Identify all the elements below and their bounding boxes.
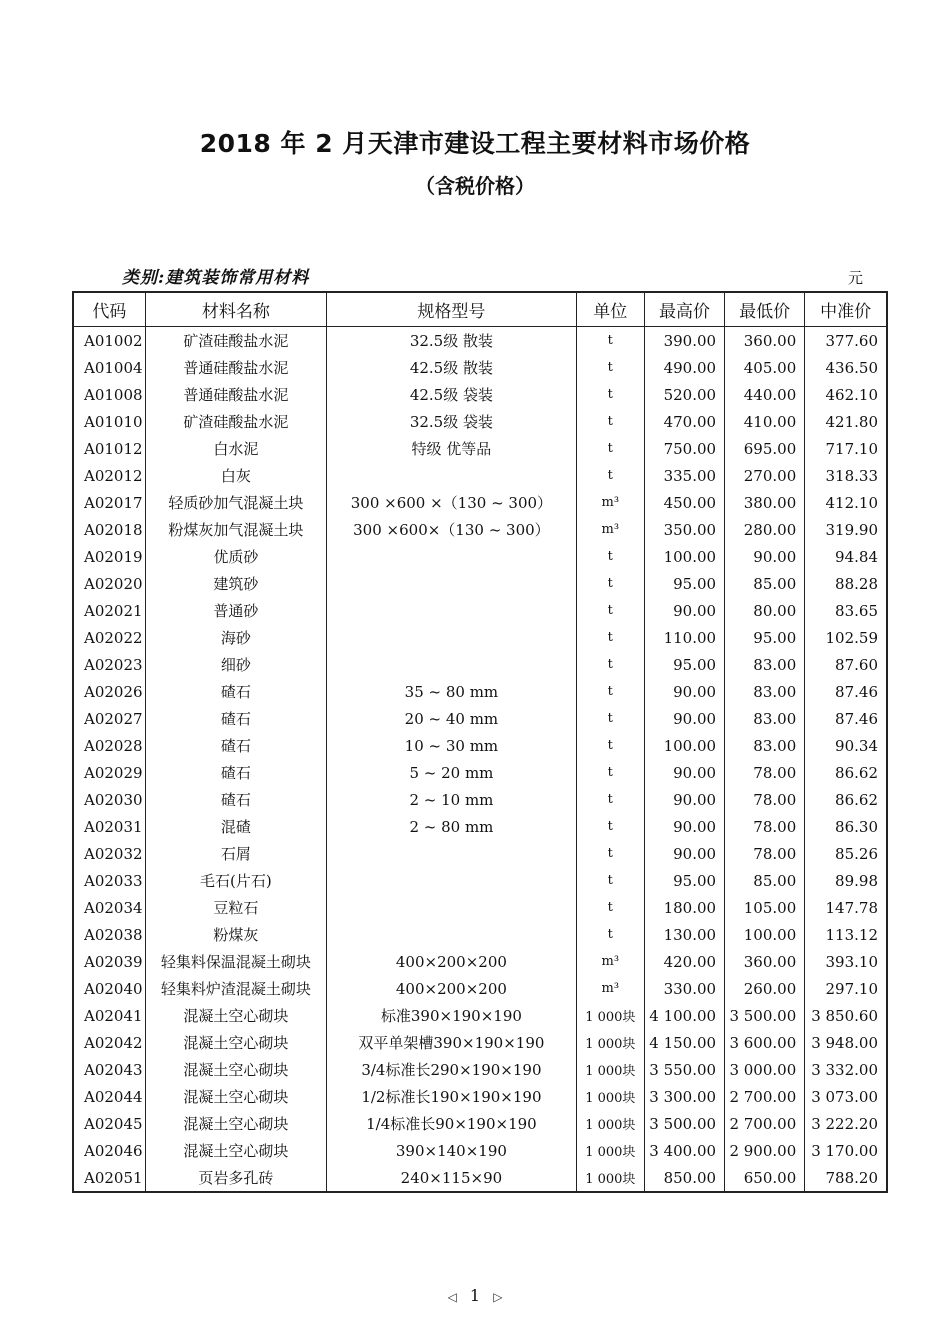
table-row (73, 786, 887, 813)
cell-mid-price: 90.34 (805, 732, 887, 759)
next-page-icon: ▷ (493, 1290, 503, 1304)
table-row (73, 1029, 887, 1056)
cell-mid-price: 87.46 (805, 678, 887, 705)
cell-name: 混凝土空心砌块 (145, 1083, 326, 1110)
cell-min-price: 410.00 (725, 408, 805, 435)
cell-max-price: 110.00 (644, 624, 724, 651)
cell-max-price: 100.00 (644, 732, 724, 759)
table-row (73, 543, 887, 570)
cell-mid-price: 297.10 (805, 975, 887, 1002)
table-row (73, 624, 887, 651)
price-table (72, 291, 888, 1193)
cell-max-price: 100.00 (644, 543, 724, 570)
cell-unit: t (576, 327, 644, 355)
cell-max-price: 90.00 (644, 678, 724, 705)
cell-mid-price: 3 850.60 (805, 1002, 887, 1029)
table-row (73, 678, 887, 705)
cell-name: 石屑 (145, 840, 326, 867)
cell-code: A02022 (73, 624, 145, 651)
cell-unit: t (576, 786, 644, 813)
cell-unit: t (576, 543, 644, 570)
cell-min-price: 80.00 (725, 597, 805, 624)
cell-min-price: 2 900.00 (725, 1137, 805, 1164)
cell-mid-price: 3 332.00 (805, 1056, 887, 1083)
cell-spec (327, 543, 577, 570)
cell-min-price: 695.00 (725, 435, 805, 462)
cell-name: 混凝土空心砌块 (145, 1137, 326, 1164)
cell-mid-price: 3 073.00 (805, 1083, 887, 1110)
cell-code: A02043 (73, 1056, 145, 1083)
cell-min-price: 3 600.00 (725, 1029, 805, 1056)
cell-mid-price: 147.78 (805, 894, 887, 921)
cell-spec: 400×200×200 (327, 948, 577, 975)
cell-spec: 300 ×600 ×（130 ~ 300） (327, 489, 577, 516)
cell-min-price: 2 700.00 (725, 1110, 805, 1137)
cell-name: 矿渣硅酸盐水泥 (145, 408, 326, 435)
cell-mid-price: 85.26 (805, 840, 887, 867)
cell-unit: t (576, 624, 644, 651)
cell-name: 豆粒石 (145, 894, 326, 921)
cell-max-price: 450.00 (644, 489, 724, 516)
cell-name: 海砂 (145, 624, 326, 651)
cell-min-price: 83.00 (725, 732, 805, 759)
cell-unit: t (576, 651, 644, 678)
cell-max-price: 330.00 (644, 975, 724, 1002)
cell-unit: m³ (576, 975, 644, 1002)
cell-name: 普通砂 (145, 597, 326, 624)
cell-max-price: 350.00 (644, 516, 724, 543)
cell-unit: m³ (576, 489, 644, 516)
table-row (73, 813, 887, 840)
cell-max-price: 180.00 (644, 894, 724, 921)
table-row (73, 597, 887, 624)
table-header-row (73, 292, 887, 327)
cell-code: A02051 (73, 1164, 145, 1192)
table-row (73, 1110, 887, 1137)
cell-spec (327, 651, 577, 678)
cell-min-price: 83.00 (725, 705, 805, 732)
cell-min-price: 650.00 (725, 1164, 805, 1192)
cell-unit: m³ (576, 516, 644, 543)
cell-unit: t (576, 462, 644, 489)
cell-min-price: 100.00 (725, 921, 805, 948)
cell-max-price: 4 150.00 (644, 1029, 724, 1056)
table-row (73, 840, 887, 867)
table-row (73, 732, 887, 759)
table-row (73, 705, 887, 732)
cell-code: A02021 (73, 597, 145, 624)
cell-spec: 32.5级 袋装 (327, 408, 577, 435)
table-row (73, 651, 887, 678)
cell-code: A02042 (73, 1029, 145, 1056)
table-row (73, 489, 887, 516)
cell-mid-price: 89.98 (805, 867, 887, 894)
cell-mid-price: 86.62 (805, 786, 887, 813)
cell-name: 混凝土空心砌块 (145, 1110, 326, 1137)
table-row (73, 921, 887, 948)
cell-code: A01010 (73, 408, 145, 435)
cell-min-price: 405.00 (725, 354, 805, 381)
cell-unit: t (576, 732, 644, 759)
table-row (73, 759, 887, 786)
col-header-max-price: 最高价 (644, 292, 724, 327)
cell-min-price: 78.00 (725, 813, 805, 840)
cell-unit: t (576, 570, 644, 597)
cell-max-price: 130.00 (644, 921, 724, 948)
col-header-code: 代码 (73, 292, 145, 327)
cell-mid-price: 717.10 (805, 435, 887, 462)
cell-spec: 42.5级 袋装 (327, 381, 577, 408)
table-row (73, 948, 887, 975)
cell-name: 细砂 (145, 651, 326, 678)
cell-code: A01012 (73, 435, 145, 462)
cell-code: A02031 (73, 813, 145, 840)
cell-code: A01002 (73, 327, 145, 355)
cell-min-price: 280.00 (725, 516, 805, 543)
cell-name: 粉煤灰 (145, 921, 326, 948)
cell-spec (327, 840, 577, 867)
cell-name: 优质砂 (145, 543, 326, 570)
table-row (73, 894, 887, 921)
cell-spec: 标准390×190×190 (327, 1002, 577, 1029)
cell-mid-price: 3 222.20 (805, 1110, 887, 1137)
cell-unit: 1 000块 (576, 1029, 644, 1056)
cell-max-price: 95.00 (644, 570, 724, 597)
cell-max-price: 490.00 (644, 354, 724, 381)
cell-unit: t (576, 354, 644, 381)
cell-min-price: 360.00 (725, 948, 805, 975)
cell-name: 混碴 (145, 813, 326, 840)
cell-mid-price: 88.28 (805, 570, 887, 597)
cell-name: 页岩多孔砖 (145, 1164, 326, 1192)
cell-mid-price: 102.59 (805, 624, 887, 651)
cell-name: 轻集料炉渣混凝土砌块 (145, 975, 326, 1002)
table-row (73, 1137, 887, 1164)
cell-name: 轻质砂加气混凝土块 (145, 489, 326, 516)
cell-spec: 35 ~ 80 mm (327, 678, 577, 705)
cell-mid-price: 462.10 (805, 381, 887, 408)
currency-unit: 元 (848, 269, 864, 287)
cell-name: 混凝土空心砌块 (145, 1002, 326, 1029)
cell-spec: 400×200×200 (327, 975, 577, 1002)
cell-min-price: 3 000.00 (725, 1056, 805, 1083)
cell-unit: t (576, 597, 644, 624)
cell-name: 普通硅酸盐水泥 (145, 381, 326, 408)
cell-spec: 20 ~ 40 mm (327, 705, 577, 732)
cell-mid-price: 318.33 (805, 462, 887, 489)
cell-spec (327, 921, 577, 948)
cell-spec: 42.5级 散装 (327, 354, 577, 381)
cell-max-price: 3 300.00 (644, 1083, 724, 1110)
table-row (73, 462, 887, 489)
table-row (73, 435, 887, 462)
cell-max-price: 850.00 (644, 1164, 724, 1192)
cell-spec: 5 ~ 20 mm (327, 759, 577, 786)
cell-name: 碴石 (145, 705, 326, 732)
page-number: 1 (469, 1286, 481, 1305)
cell-spec (327, 894, 577, 921)
table-row (73, 1002, 887, 1029)
col-header-unit: 单位 (576, 292, 644, 327)
cell-name: 混凝土空心砌块 (145, 1029, 326, 1056)
cell-code: A02039 (73, 948, 145, 975)
page-footer (0, 1286, 950, 1305)
cell-min-price: 440.00 (725, 381, 805, 408)
cell-mid-price: 87.60 (805, 651, 887, 678)
cell-unit: t (576, 867, 644, 894)
cell-name: 普通硅酸盐水泥 (145, 354, 326, 381)
cell-max-price: 390.00 (644, 327, 724, 355)
table-row (73, 408, 887, 435)
cell-min-price: 3 500.00 (725, 1002, 805, 1029)
cell-max-price: 3 400.00 (644, 1137, 724, 1164)
col-header-spec: 规格型号 (327, 292, 577, 327)
table-row (73, 1164, 887, 1192)
table-row (73, 381, 887, 408)
cell-mid-price: 83.65 (805, 597, 887, 624)
page-title: 2018 年 2 月天津市建设工程主要材料市场价格 (199, 129, 751, 158)
page-subtitle: （含税价格） (415, 174, 535, 198)
cell-min-price: 360.00 (725, 327, 805, 355)
table-row (73, 1056, 887, 1083)
cell-unit: t (576, 678, 644, 705)
cell-unit: t (576, 921, 644, 948)
cell-mid-price: 319.90 (805, 516, 887, 543)
cell-name: 轻集料保温混凝土砌块 (145, 948, 326, 975)
cell-min-price: 78.00 (725, 759, 805, 786)
cell-unit: 1 000块 (576, 1164, 644, 1192)
cell-spec: 240×115×90 (327, 1164, 577, 1192)
cell-max-price: 90.00 (644, 786, 724, 813)
cell-name: 白灰 (145, 462, 326, 489)
cell-max-price: 90.00 (644, 597, 724, 624)
cell-name: 碴石 (145, 759, 326, 786)
cell-name: 混凝土空心砌块 (145, 1056, 326, 1083)
col-header-min-price: 最低价 (725, 292, 805, 327)
cell-code: A02028 (73, 732, 145, 759)
cell-min-price: 105.00 (725, 894, 805, 921)
cell-unit: t (576, 840, 644, 867)
cell-code: A02034 (73, 894, 145, 921)
cell-code: A01004 (73, 354, 145, 381)
cell-code: A02030 (73, 786, 145, 813)
cell-spec: 2 ~ 10 mm (327, 786, 577, 813)
cell-min-price: 90.00 (725, 543, 805, 570)
cell-min-price: 380.00 (725, 489, 805, 516)
cell-spec: 双平单架槽390×190×190 (327, 1029, 577, 1056)
cell-unit: t (576, 759, 644, 786)
cell-spec (327, 597, 577, 624)
cell-unit: 1 000块 (576, 1002, 644, 1029)
cell-spec: 32.5级 散装 (327, 327, 577, 355)
cell-max-price: 3 500.00 (644, 1110, 724, 1137)
cell-code: A02046 (73, 1137, 145, 1164)
cell-code: A02041 (73, 1002, 145, 1029)
cell-unit: 1 000块 (576, 1110, 644, 1137)
cell-max-price: 470.00 (644, 408, 724, 435)
cell-min-price: 95.00 (725, 624, 805, 651)
cell-mid-price: 87.46 (805, 705, 887, 732)
cell-min-price: 85.00 (725, 570, 805, 597)
cell-mid-price: 113.12 (805, 921, 887, 948)
cell-name: 建筑砂 (145, 570, 326, 597)
cell-unit: m³ (576, 948, 644, 975)
cell-code: A02033 (73, 867, 145, 894)
cell-name: 白水泥 (145, 435, 326, 462)
cell-unit: t (576, 408, 644, 435)
cell-mid-price: 86.62 (805, 759, 887, 786)
cell-name: 碴石 (145, 786, 326, 813)
cell-spec: 10 ~ 30 mm (327, 732, 577, 759)
cell-spec: 390×140×190 (327, 1137, 577, 1164)
cell-mid-price: 94.84 (805, 543, 887, 570)
table-row (73, 867, 887, 894)
cell-mid-price: 377.60 (805, 327, 887, 355)
cell-min-price: 2 700.00 (725, 1083, 805, 1110)
cell-unit: t (576, 894, 644, 921)
prev-page-icon: ◁ (447, 1290, 457, 1304)
cell-name: 毛石(片石) (145, 867, 326, 894)
table-row (73, 516, 887, 543)
cell-min-price: 85.00 (725, 867, 805, 894)
category-label: 类别:建筑装饰常用材料 (122, 268, 310, 288)
cell-code: A02029 (73, 759, 145, 786)
cell-code: A02019 (73, 543, 145, 570)
cell-code: A02017 (73, 489, 145, 516)
cell-unit: 1 000块 (576, 1083, 644, 1110)
cell-spec: 2 ~ 80 mm (327, 813, 577, 840)
cell-name: 矿渣硅酸盐水泥 (145, 327, 326, 355)
cell-max-price: 520.00 (644, 381, 724, 408)
cell-code: A02044 (73, 1083, 145, 1110)
cell-code: A02040 (73, 975, 145, 1002)
cell-max-price: 420.00 (644, 948, 724, 975)
table-row (73, 1083, 887, 1110)
table-row (73, 327, 887, 355)
cell-code: A02018 (73, 516, 145, 543)
cell-name: 碴石 (145, 732, 326, 759)
cell-max-price: 90.00 (644, 705, 724, 732)
cell-max-price: 90.00 (644, 813, 724, 840)
cell-min-price: 260.00 (725, 975, 805, 1002)
cell-max-price: 3 550.00 (644, 1056, 724, 1083)
cell-spec: 特级 优等品 (327, 435, 577, 462)
table-row (73, 354, 887, 381)
cell-max-price: 335.00 (644, 462, 724, 489)
cell-code: A02023 (73, 651, 145, 678)
cell-unit: t (576, 381, 644, 408)
cell-mid-price: 436.50 (805, 354, 887, 381)
cell-code: A02032 (73, 840, 145, 867)
cell-unit: t (576, 705, 644, 732)
cell-spec (327, 570, 577, 597)
cell-max-price: 90.00 (644, 759, 724, 786)
cell-code: A02012 (73, 462, 145, 489)
cell-unit: t (576, 435, 644, 462)
cell-max-price: 95.00 (644, 867, 724, 894)
cell-name: 碴石 (145, 678, 326, 705)
col-header-name: 材料名称 (145, 292, 326, 327)
cell-spec: 3/4标准长290×190×190 (327, 1056, 577, 1083)
cell-min-price: 78.00 (725, 840, 805, 867)
cell-unit: 1 000块 (576, 1056, 644, 1083)
table-row (73, 570, 887, 597)
cell-code: A01008 (73, 381, 145, 408)
cell-code: A02045 (73, 1110, 145, 1137)
cell-min-price: 78.00 (725, 786, 805, 813)
cell-mid-price: 3 170.00 (805, 1137, 887, 1164)
cell-spec (327, 867, 577, 894)
cell-max-price: 95.00 (644, 651, 724, 678)
cell-max-price: 4 100.00 (644, 1002, 724, 1029)
cell-max-price: 90.00 (644, 840, 724, 867)
cell-unit: t (576, 813, 644, 840)
cell-spec (327, 624, 577, 651)
cell-max-price: 750.00 (644, 435, 724, 462)
cell-code: A02026 (73, 678, 145, 705)
table-row (73, 975, 887, 1002)
cell-code: A02020 (73, 570, 145, 597)
cell-spec (327, 462, 577, 489)
cell-spec: 1/4标准长90×190×190 (327, 1110, 577, 1137)
cell-mid-price: 3 948.00 (805, 1029, 887, 1056)
cell-min-price: 270.00 (725, 462, 805, 489)
cell-name: 粉煤灰加气混凝土块 (145, 516, 326, 543)
cell-min-price: 83.00 (725, 651, 805, 678)
cell-spec: 1/2标准长190×190×190 (327, 1083, 577, 1110)
cell-mid-price: 788.20 (805, 1164, 887, 1192)
cell-code: A02038 (73, 921, 145, 948)
cell-code: A02027 (73, 705, 145, 732)
col-header-mid-price: 中准价 (805, 292, 887, 327)
cell-min-price: 83.00 (725, 678, 805, 705)
cell-spec: 300 ×600×（130 ~ 300） (327, 516, 577, 543)
cell-unit: 1 000块 (576, 1137, 644, 1164)
cell-mid-price: 86.30 (805, 813, 887, 840)
cell-mid-price: 412.10 (805, 489, 887, 516)
cell-mid-price: 421.80 (805, 408, 887, 435)
cell-mid-price: 393.10 (805, 948, 887, 975)
